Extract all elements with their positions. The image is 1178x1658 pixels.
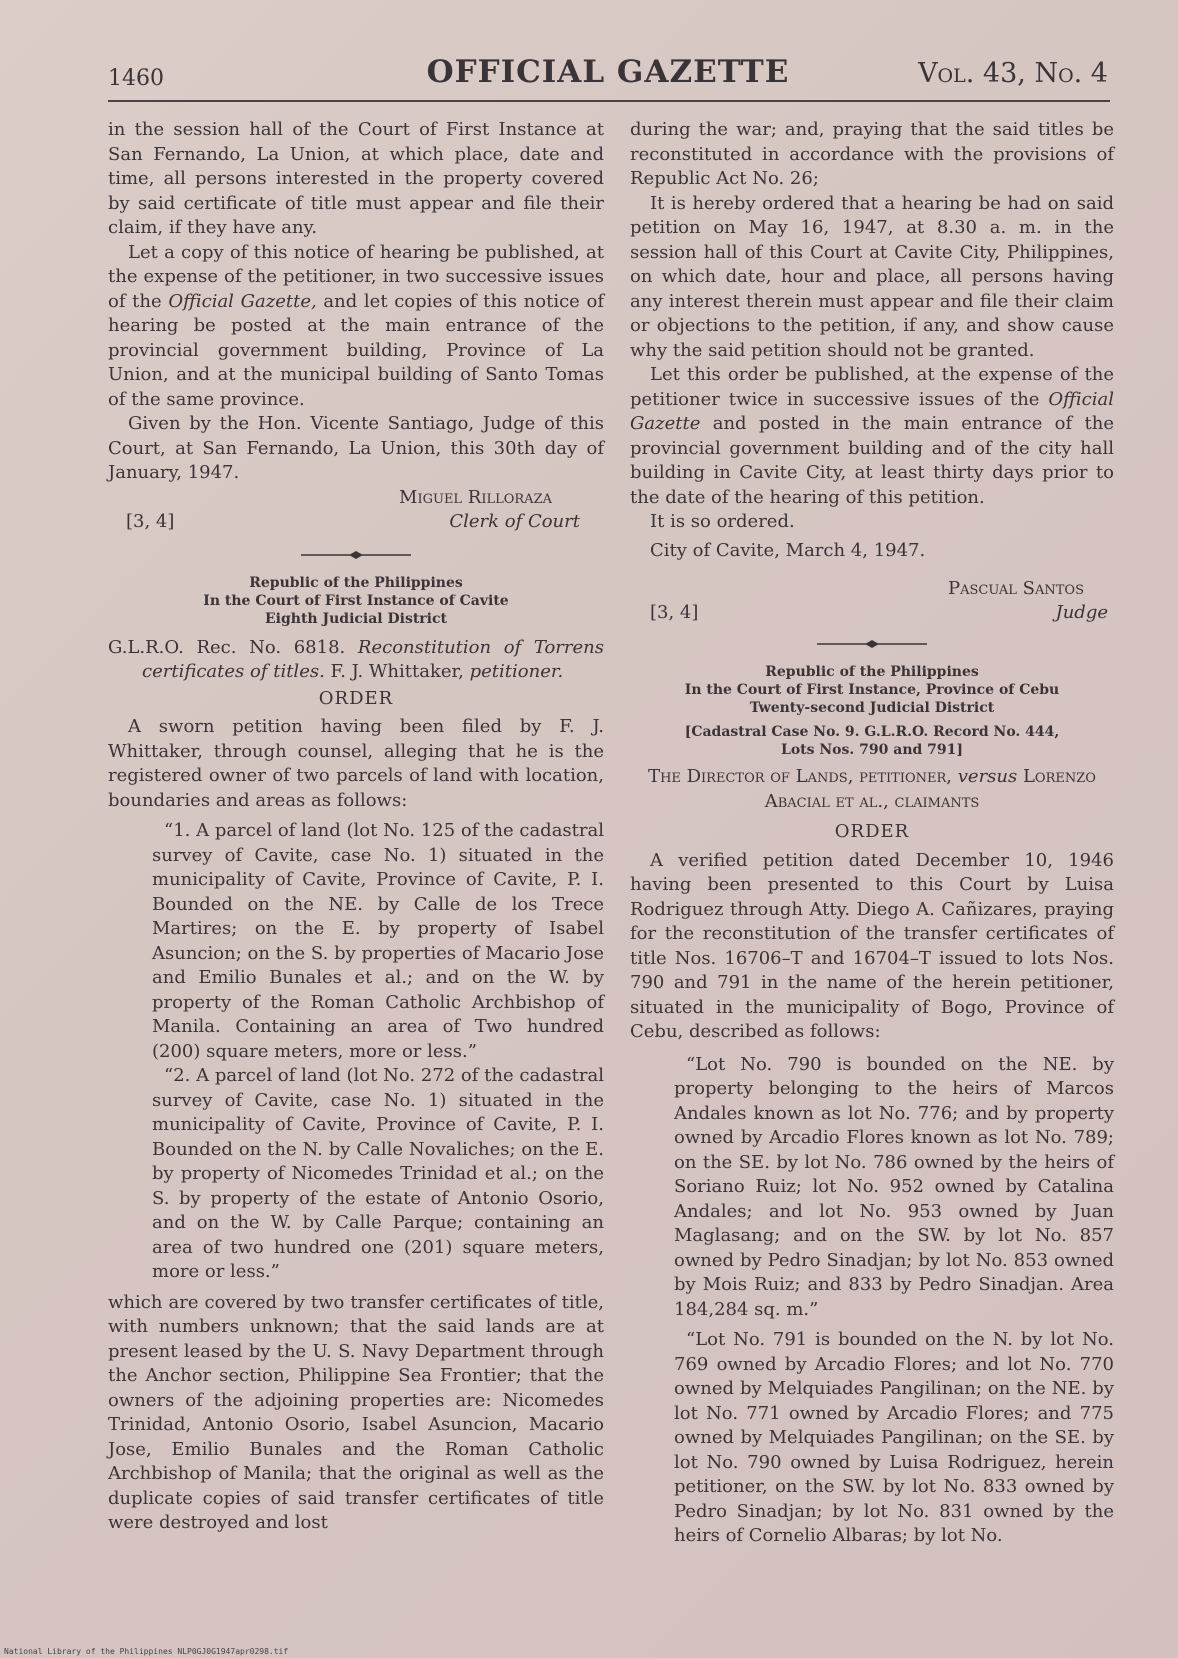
right-paragraph-4: It is so ordered. xyxy=(650,511,795,532)
left-column xyxy=(108,118,604,1536)
case-number-line-2: Lots Nos. 790 and 791] xyxy=(780,742,964,758)
lot-791: “Lot No. 791 is bounded on the N. by lot No. 769 owned by Arcadio Flores; and lot No. 770 owned by Melquiades Pangilinan; on the NE. by lot No. 771 owned by Arcadio Flores; and 775 owned by Melquiades Pangilinan; on the SE. by lot No. 790 owned by Luisa Rodriguez, herein petitioner, on the SW. by lot No. 833 owned by Pedro Sinadjan; by lot No. 831 owned by the heirs of Cornelio Albaras; by lot No. xyxy=(674,1329,1114,1546)
right-paragraph-6: A verified petition dated December 10, 1946 having been presented to this Court by Luisa Rodriguez through Atty. Diego A. Cañizares, praying for the reconstitution of the transfer certificates of title Nos. 16706–T and 16704–T issued to lots Nos. 790 and 791 in the name of the herein petitioner, situated in the municipality of Bogo, Province of Cebu, described as follows: xyxy=(630,849,1114,1042)
volume-number: Vol. 43, No. 4 xyxy=(918,58,1108,89)
divider-ornament xyxy=(301,549,411,561)
section-divider xyxy=(630,633,1114,655)
clerk-name: Miguel Rilloraza xyxy=(399,486,552,508)
case-caption: G.L.R.O. Rec. No. 6818. Reconstitution of Torrens certificates of titles. F. J. Whittaker, petitioner. xyxy=(108,636,604,682)
left-paragraph-5: which are covered by two transfer certificates of title, with numbers unknown; that the said lands are at present leased by the U. S. Navy Department through the Anchor section, Philippine Sea Frontier; that the owners of the adjoining properties are: Nicomedes Trinidad, Antonio Osorio, Isabel Asuncion, Macario Jose, Emilio Bunales and the Roman Catholic Archbishop of Manila; that the original as well as the duplicate copies of said transfer certificates of title were destroyed and lost xyxy=(108,1291,604,1533)
left-paragraph-4: A sworn petition having been filed by F. J. Whittaker, through counsel, alleging that he is the registered owner of two parcels of land with location, boundaries and areas as follows: xyxy=(108,716,604,811)
section-divider xyxy=(108,544,604,566)
left-paragraph-2: Let a copy of this notice of hearing be published, at the expense of the petitioner, in two successive issues of the Official Gazette, and let copies of this notice of hearing be posted at the main entrance of the provincial government building, Province of La Union, and at the municipal building of Santo Tomas of the same province. xyxy=(108,241,604,410)
scan-footer: National Library of the Philippines NLP0GJ0G1947apr0298.tif xyxy=(4,1647,289,1656)
order-heading: ORDER xyxy=(318,687,394,709)
court-heading-line-1: Republic of the Philippines xyxy=(249,574,463,591)
parcel-2: “2. A parcel of land (lot No. 272 of the cadastral survey of Cavite, case No. 1) situated in the municipality of Cavite, Province of Cavite, P. I. Bounded on the N. by Calle Novaliches; on the E. by property of Nicomedes Trinidad et al.; on the S. by property of the estate of Antonio Osorio, and on the W. by Calle Parque; containing an area of two hundred one (201) square meters, more or less.” xyxy=(152,1065,604,1282)
right-paragraph-2: It is hereby ordered that a hearing be had on said petition on May 16, 1947, at 8.30 a. m. in the session hall of this Court at Cavite City, Philippines, on which date, hour and place, all persons having any interest therein must appear and file their claim or objections to the petition, if any, and show cause why the said petition should not be granted. xyxy=(630,192,1114,361)
case-number-line-1: [Cadastral Case No. 9. G.L.R.O. Record No. 444, xyxy=(684,724,1060,740)
signature-name-row xyxy=(630,577,1114,601)
right-paragraph-5: City of Cavite, March 4, 1947. xyxy=(650,539,926,561)
court-heading-line-1: Republic of the Philippines xyxy=(765,664,979,680)
lot-790: “Lot No. 790 is bounded on the NE. by property belonging to the heirs of Marcos Andales known as lot No. 776; and by property owned by Arcadio Flores known as lot No. 789; on the SE. by lot No. 786 owned by the heirs of Soriano Ruiz; lot No. 952 owned by Catalina Andales; and lot No. 953 owned by Juan Maglasang; and on the SW. by lot No. 857 owned by Pedro Sinadjan; by lot No. 853 owned by Mois Ruiz; and 833 by Pedro Sinadjan. Area 184,284 sq. m.” xyxy=(674,1053,1114,1320)
judge-name: Pascual Santos xyxy=(948,578,1084,599)
court-heading-cavite xyxy=(108,574,604,628)
publication-title: OFFICIAL GAZETTE xyxy=(426,54,790,90)
page-header xyxy=(108,48,1108,92)
parcel-1: “1. A parcel of land (lot No. 125 of the cadastral survey of Cavite, case No. 1) situated in the municipality of Cavite, Province of Cavite, P. I. Bounded on the NE. by Calle de los Trece Martires; on the E. by property of Isabel Asuncion; on the S. by properties of Macario Jose and Emilio Bunales et al.; and on the W. by property of the Roman Catholic Archbishop of Manila. Containing an area of Two hundred (200) square meters, more or less.” xyxy=(152,820,604,1062)
court-heading-line-2: In the Court of First Instance, Province of Cebu xyxy=(684,682,1060,698)
page-number: 1460 xyxy=(108,66,164,91)
case-parties: The Director of Lands, petitioner, versus Lorenzo Abacial et al., claimants xyxy=(648,766,1096,812)
signature-title-row xyxy=(630,601,1114,625)
signature-name-row xyxy=(108,486,604,510)
order-heading: ORDER xyxy=(834,821,910,842)
court-heading-cebu xyxy=(630,663,1114,717)
left-paragraph-1: in the session hall of the Court of First Instance at San Fernando, La Union, at which place, date and time, all persons interested in the property covered by said certificate of title must appear and file their claim, if they have any. xyxy=(108,119,604,238)
divider-ornament xyxy=(817,638,927,650)
clerk-title: Clerk of Court xyxy=(449,510,580,532)
court-heading-line-3: Eighth Judicial District xyxy=(265,610,447,627)
header-rule xyxy=(108,100,1110,102)
court-heading-line-2: In the Court of First Instance of Cavite xyxy=(203,592,509,609)
right-paragraph-3: Let this order be published, at the expense of the petitioner twice in successive issues of the Official Gazette and posted in the main entrance of the provincial government building and of the city hall building in Cavite City, at least thirty days prior to the date of the hearing of this petition. xyxy=(630,364,1114,508)
judge-title: Judge xyxy=(1055,602,1108,623)
parcel-descriptions xyxy=(108,819,604,1285)
left-paragraph-3: Given by the Hon. Vicente Santiago, Judge of this Court, at San Fernando, La Union, this 30th day of January, 1947. xyxy=(108,413,604,483)
lot-descriptions xyxy=(630,1053,1114,1549)
case-number xyxy=(630,723,1114,759)
signature-title-row xyxy=(108,510,604,534)
right-paragraph-1: during the war; and, praying that the said titles be reconstituted in accordance with the provisions of Republic Act No. 26; xyxy=(630,119,1114,189)
issue-reference: [3, 4] xyxy=(650,602,699,623)
right-column xyxy=(630,118,1114,1549)
issue-reference: [3, 4] xyxy=(126,510,175,532)
court-heading-line-3: Twenty-second Judicial District xyxy=(749,700,995,716)
